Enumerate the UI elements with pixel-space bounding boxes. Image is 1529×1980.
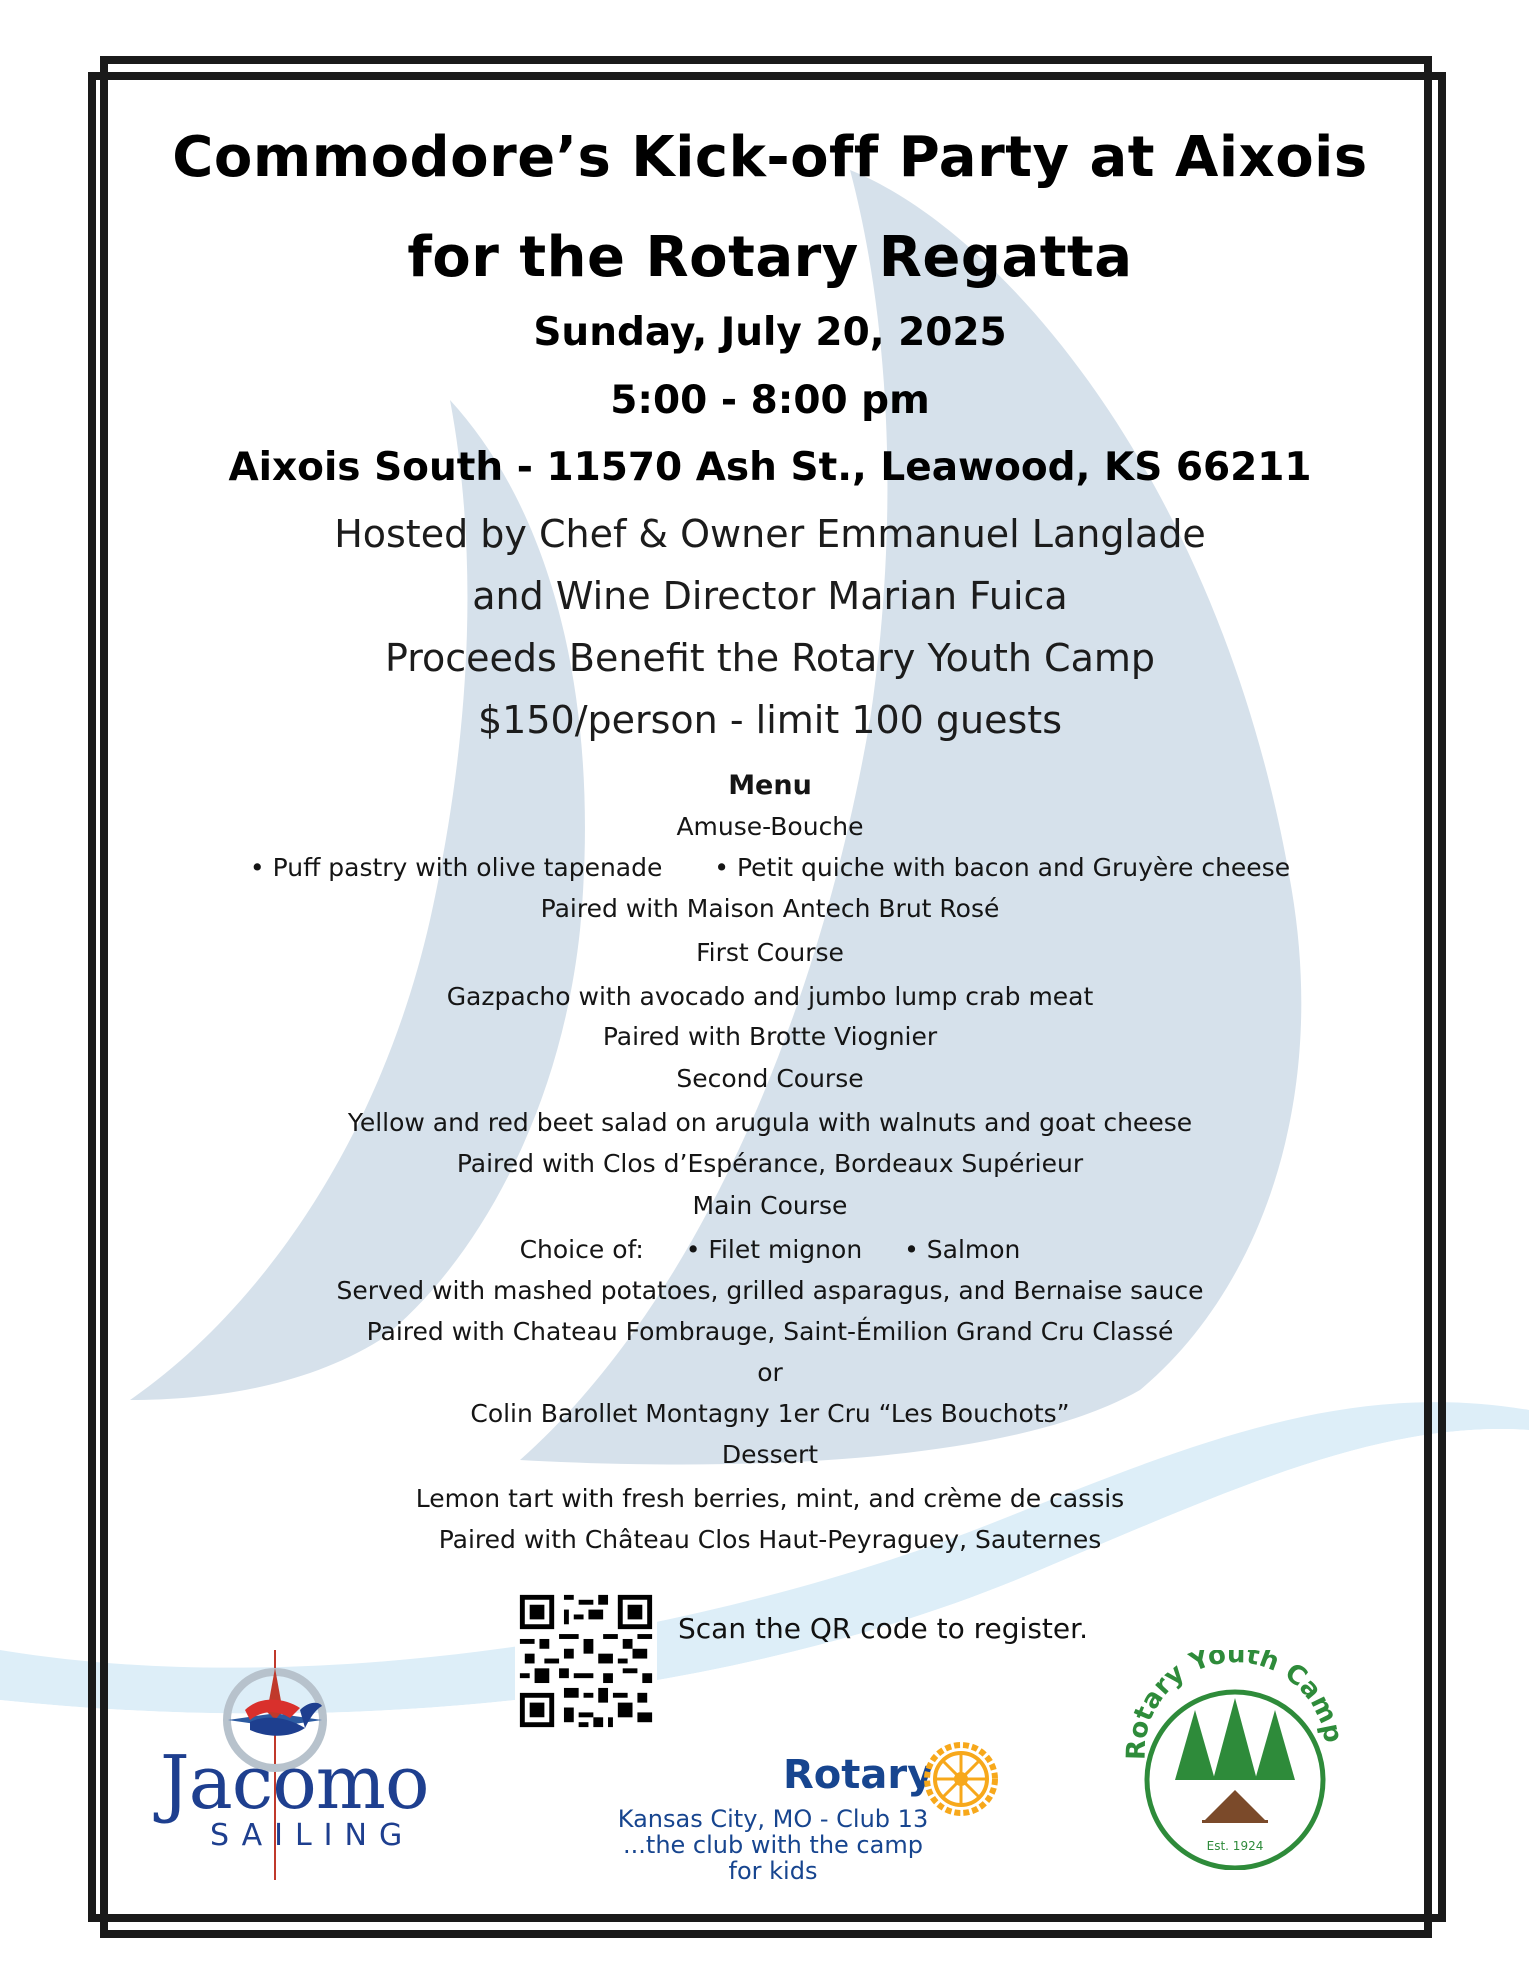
event-time: 5:00 - 8:00 pm bbox=[610, 378, 930, 423]
amuse-pairing: Paired with Maison Antech Brut Rosé bbox=[540, 894, 1000, 923]
menu-heading: Menu bbox=[728, 770, 812, 801]
rotary-wordmark: Rotary bbox=[783, 1752, 934, 1798]
main-course-heading: Main Course bbox=[692, 1191, 848, 1220]
second-course-heading: Second Course bbox=[676, 1064, 864, 1093]
first-course-pairing: Paired with Brotte Viognier bbox=[602, 1022, 938, 1051]
main-choice-label: Choice of: bbox=[519, 1235, 644, 1264]
title-line-2: for the Rotary Regatta bbox=[407, 225, 1133, 290]
event-location: Aixois South - 11570 Ash St., Leawood, KS 66211 bbox=[228, 445, 1312, 490]
amuse-items bbox=[110, 853, 1430, 882]
title-line-1: Commodore’s Kick-off Party at Aixois bbox=[172, 125, 1368, 190]
main-course-sides: Served with mashed potatoes, grilled asparagus, and Bernaise sauce bbox=[336, 1276, 1204, 1305]
amuse-item-2: • Petit quiche with bacon and Gruyère cheese bbox=[714, 853, 1291, 882]
second-course-dish: Yellow and red beet salad on arugula with walnuts and goat cheese bbox=[347, 1108, 1193, 1137]
sailing-wordmark: SAILING bbox=[210, 1818, 415, 1853]
dessert-pairing: Paired with Château Clos Haut-Peyraguey, Sauternes bbox=[438, 1525, 1102, 1554]
price-line: $150/person - limit 100 guests bbox=[478, 698, 1062, 742]
registration-qr-code[interactable] bbox=[515, 1590, 657, 1732]
main-course-or: or bbox=[757, 1358, 783, 1387]
main-course-pairing-2: Colin Barollet Montagny 1er Cru “Les Bouchots” bbox=[470, 1399, 1070, 1428]
tent-icon bbox=[1205, 1790, 1265, 1820]
dessert-heading: Dessert bbox=[721, 1440, 819, 1469]
second-course-pairing: Paired with Clos d’Espérance, Bordeaux Supérieur bbox=[456, 1149, 1084, 1178]
first-course-dish: Gazpacho with avocado and jumbo lump crab meat bbox=[446, 982, 1094, 1011]
host-line-2: and Wine Director Marian Fuica bbox=[472, 574, 1068, 618]
host-line-1: Hosted by Chef & Owner Emmanuel Langlade bbox=[334, 512, 1206, 556]
main-option-2: • Salmon bbox=[904, 1235, 1021, 1264]
event-date: Sunday, July 20, 2025 bbox=[533, 310, 1007, 355]
benefit-line: Proceeds Benefit the Rotary Youth Camp bbox=[384, 636, 1156, 680]
jacomo-wordmark: Jacomo bbox=[160, 1740, 429, 1826]
event-title bbox=[110, 108, 1430, 308]
qr-code-icon bbox=[515, 1590, 657, 1732]
jacomo-sailing-logo bbox=[150, 1640, 480, 1880]
amuse-item-1: • Puff pastry with olive tapenade bbox=[249, 853, 663, 882]
rotary-youth-camp-logo bbox=[1110, 1650, 1350, 1870]
first-course-heading: First Course bbox=[696, 938, 844, 967]
camp-name-arc: Rotary Youth Camp bbox=[1121, 1650, 1348, 1761]
dessert-dish: Lemon tart with fresh berries, mint, and crème de cassis bbox=[415, 1484, 1125, 1513]
camp-badge-icon bbox=[1110, 1650, 1350, 1870]
camp-established: Est. 1924 bbox=[1206, 1839, 1264, 1853]
rotary-club-line-2: ...the club with the camp for kids bbox=[623, 1831, 923, 1885]
rotary-club-text bbox=[613, 1806, 933, 1884]
pine-trees-icon bbox=[1175, 1698, 1295, 1780]
amuse-heading: Amuse-Bouche bbox=[676, 812, 864, 841]
main-course-choices bbox=[110, 1235, 1430, 1264]
main-option-1: • Filet mignon bbox=[685, 1235, 863, 1264]
rotary-wheel-icon bbox=[924, 1742, 998, 1816]
main-course-pairing-1: Paired with Chateau Fombrauge, Saint-Émilion Grand Cru Classé bbox=[366, 1317, 1174, 1346]
qr-caption: Scan the QR code to register. bbox=[678, 1612, 1088, 1645]
rotary-club-line-1: Kansas City, MO - Club 13 bbox=[617, 1805, 929, 1833]
